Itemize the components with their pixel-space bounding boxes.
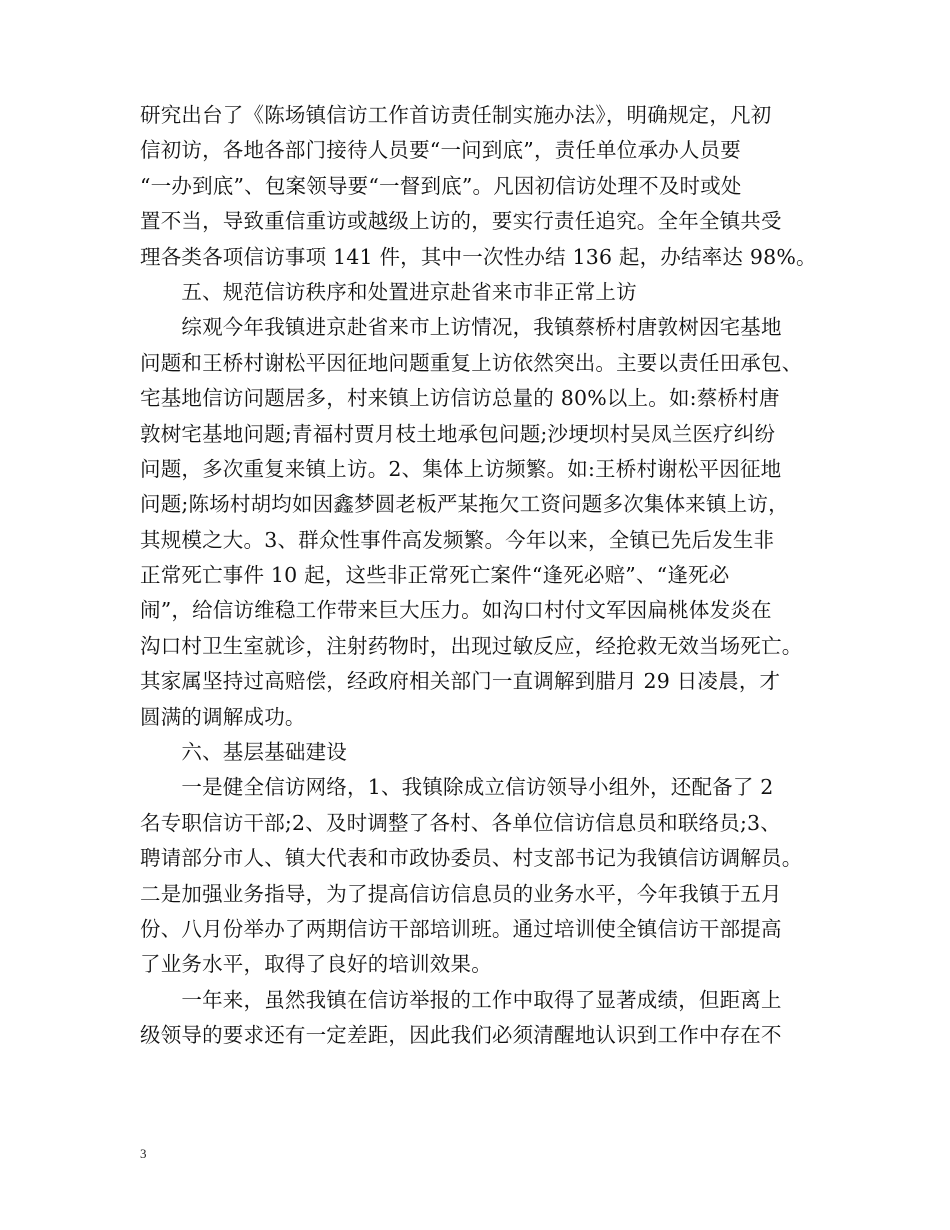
text-line: 闹”，给信访维稳工作带来巨大压力。如沟口村付文军因扁桃体发炎在: [140, 598, 772, 623]
section-heading-5: 五、规范信访秩序和处置进京赴省来市非正常上访: [140, 279, 637, 304]
text-line: 敦树宅基地问题;青福村贾月枝土地承包问题;沙埂坝村吴凤兰医疗纠纷: [140, 421, 776, 446]
text-line: 其规模之大。3、群众性事件高发频繁。今年以来，全镇已先后发生非: [140, 527, 775, 552]
text-line: 一是健全信访网络，1、我镇除成立信访领导小组外，还配备了 2: [140, 775, 774, 800]
text-line: 问题和王桥村谢松平因征地问题重复上访依然突出。主要以责任田承包、: [140, 350, 803, 375]
text-line: 正常死亡事件 10 起，这些非正常死亡案件“逢死必赔”、“逢死必: [140, 563, 730, 588]
text-line: 级领导的要求还有一定差距，因此我们必须清醒地认识到工作中存在不: [140, 1023, 782, 1048]
text-line: 了业务水平，取得了良好的培训效果。: [140, 952, 492, 977]
text-line: 一年来，虽然我镇在信访举报的工作中取得了显著成绩，但距离上: [140, 987, 782, 1012]
body-text: [140, 98, 840, 1054]
section-heading-6: 六、基层基础建设: [140, 740, 347, 765]
text-line: 综观今年我镇进京赴省来市上访情况，我镇蔡桥村唐敦树因宅基地: [140, 315, 782, 340]
text-line: 理各类各项信访事项 141 件，其中一次性办结 136 起，办结率达 98%。: [140, 244, 817, 269]
text-line: 信初访，各地各部门接待人员要“一问到底”，责任单位承办人员要: [140, 138, 741, 163]
page-number: 3: [140, 1146, 147, 1161]
text-line: 问题;陈场村胡均如因鑫梦圆老板严某拖欠工资问题多次集体来镇上访，: [140, 492, 789, 517]
text-line: 聘请部分市人、镇大代表和市政协委员、村支部书记为我镇信访调解员。: [140, 846, 803, 871]
text-line: 圆满的调解成功。: [140, 704, 306, 729]
text-line: 份、八月份举办了两期信访干部培训班。通过培训使全镇信访干部提高: [140, 916, 782, 941]
text-line: 沟口村卫生室就诊，注射药物时，出现过敏反应，经抢救无效当场死亡。: [140, 633, 803, 658]
text-line: 宅基地信访问题居多，村来镇上访信访总量的 80%以上。如:蔡桥村唐: [140, 386, 780, 411]
text-line: 二是加强业务指导，为了提高信访信息员的业务水平，今年我镇于五月: [140, 881, 782, 906]
text-line: “一办到底”、包案领导要“一督到底”。凡因初信访处理不及时或处: [140, 173, 742, 198]
text-line: 研究出台了《陈场镇信访工作首访责任制实施办法》，明确规定，凡初: [140, 103, 772, 127]
text-line: 置不当，导致重信重访或越级上访的，要实行责任追究。全年全镇共受: [140, 209, 782, 234]
text-line: 问题，多次重复来镇上访。2、集体上访频繁。如:王桥村谢松平因征地: [140, 456, 782, 481]
text-line: 其家属坚持过高赔偿，经政府相关部门一直调解到腊月 29 日凌晨，才: [140, 669, 781, 694]
text-line: 名专职信访干部;2、及时调整了各村、各单位信访信息员和联络员;3、: [140, 810, 781, 835]
